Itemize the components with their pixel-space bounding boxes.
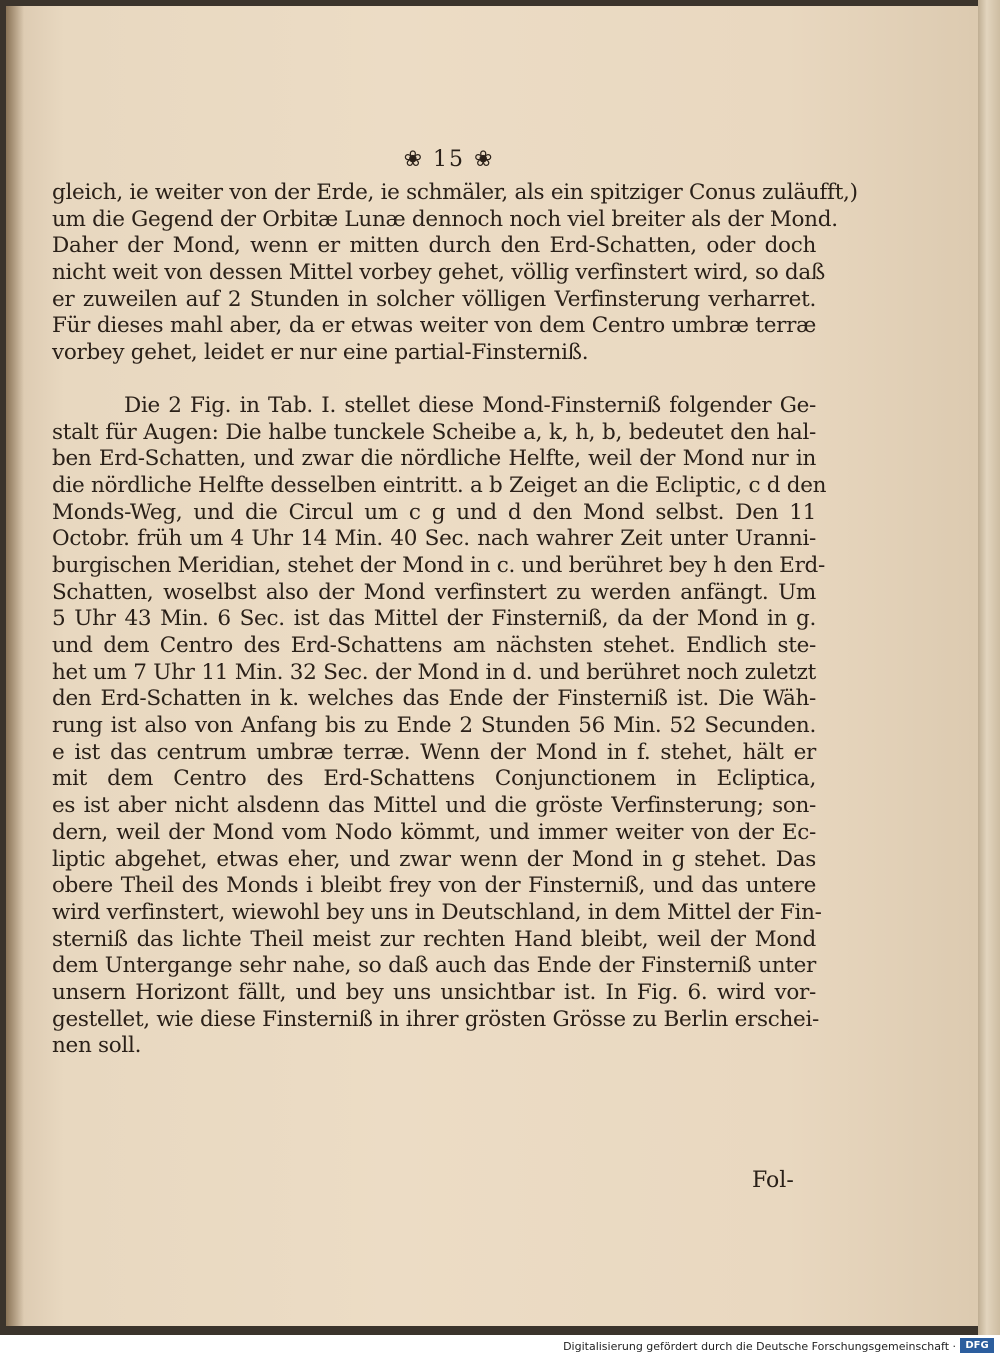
text-line: und dem Centro des Erd-Schattens am nächsten stehet. Endlich ste- (52, 633, 816, 658)
text-line: unsern Horizont fällt, und bey uns unsichtbar ist. In Fig. 6. wird vor- (52, 979, 816, 1005)
text-line: nicht weit von dessen Mittel vorbey gehet, völlig verfinstert wird, so daß (52, 260, 825, 286)
text-line: burgischen Meridian, stehet der Mond in c. und berühret bey h den Erd- (52, 552, 825, 578)
text-line: nen soll. (52, 1033, 142, 1059)
dfg-logo-icon: DFG (960, 1338, 994, 1353)
text-line: Die 2 Fig. in Tab. I. stellet diese Mond-Finsterniß folgender Ge- (124, 392, 816, 418)
text-line: es ist aber nicht alsdenn das Mittel und die gröste Verfinsterung; son- (52, 793, 816, 819)
text-line: rung ist also von Anfang bis zu Ende 2 Stunden 56 Min. 52 Secunden. (52, 713, 816, 739)
text-line: sterniß das lichte Theil meist zur rechten Hand bleibt, weil der Mond (52, 926, 816, 952)
text-line: dern, weil der Mond vom Nodo kömmt, und immer weiter von der Ec- (52, 819, 816, 845)
catchword: Fol- (752, 1168, 794, 1193)
text-line: 5 Uhr 43 Min. 6 Sec. ist das Mittel der Finsterniß, da der Mond in g. (52, 606, 816, 632)
funding-credit: Digitalisierung gefördert durch die Deutsche Forschungsgemeinschaft · (563, 1340, 956, 1353)
text-line: mit dem Centro des Erd-Schattens Conjunctionem in Ecliptica, (52, 766, 816, 792)
text-line: e ist das centrum umbræ terræ. Wenn der Mond in f. stehet, hält er (52, 739, 816, 765)
text-line: ben Erd-Schatten, und zwar die nördliche Helfte, weil der Mond nur in (52, 446, 816, 472)
text-line: Schatten, woselbst also der Mond verfinstert zu werden anfängt. Um (52, 579, 816, 605)
text-line: gleich, ie weiter von der Erde, ie schmäler, als ein spitziger Conus zuläufft,) (52, 180, 858, 205)
text-line: Octobr. früh um 4 Uhr 14 Min. 40 Sec. nach wahrer Zeit unter Uranni- (52, 526, 816, 552)
paragraph-gap (52, 367, 816, 393)
text-line: Monds-Weg, und die Circul um c g und d den Mond selbst. Den 11 (52, 499, 816, 525)
text-line: het um 7 Uhr 11 Min. 32 Sec. der Mond in d. und berühret noch zuletzt (52, 659, 816, 685)
text-line: er zuweilen auf 2 Stunden in solcher völligen Verfinsterung verharret. (52, 286, 816, 312)
page-text (52, 140, 858, 1060)
page-header: ❀ 15 ❀ (403, 147, 495, 172)
text-line: vorbey gehet, leidet er nur eine partial-Finsterniß. (52, 340, 589, 366)
paragraph-1 (52, 180, 858, 367)
text-line: liptic abgehet, etwas eher, und zwar wenn der Mond in g stehet. Das (52, 846, 816, 872)
text-line: um die Gegend der Orbitæ Lunæ dennoch noch viel breiter als der Mond. (52, 206, 838, 232)
text-line: stalt für Augen: Die halbe tunckele Scheibe a, k, h, b, bedeutet den hal- (52, 419, 816, 445)
text-line: Daher der Mond, wenn er mitten durch den Erd-Schatten, oder doch (52, 233, 816, 259)
text-line: Für dieses mahl aber, da er etwas weiter von dem Centro umbræ terræ (52, 313, 816, 339)
paragraph-2 (52, 392, 827, 1060)
gutter-shadow (6, 6, 24, 1326)
text-line: den Erd-Schatten in k. welches das Ende der Finsterniß ist. Die Wäh- (52, 686, 816, 712)
text-line: wird verfinstert, wiewohl bey uns in Deutschland, in dem Mittel der Fin- (52, 899, 822, 925)
text-line: die nördliche Helfte desselben eintritt. a b Zeiget an die Ecliptic, c d den (52, 472, 827, 498)
footer-bar (0, 1335, 1000, 1357)
text-line: dem Untergange sehr nahe, so daß auch das Ende der Finsterniß unter (52, 953, 816, 979)
text-line: obere Theil des Monds i bleibt frey von der Finsterniß, und das untere (52, 873, 816, 899)
text-line: gestellet, wie diese Finsterniß in ihrer grösten Grösse zu Berlin erschei- (52, 1006, 820, 1032)
page-edge-strip (978, 0, 1000, 1335)
